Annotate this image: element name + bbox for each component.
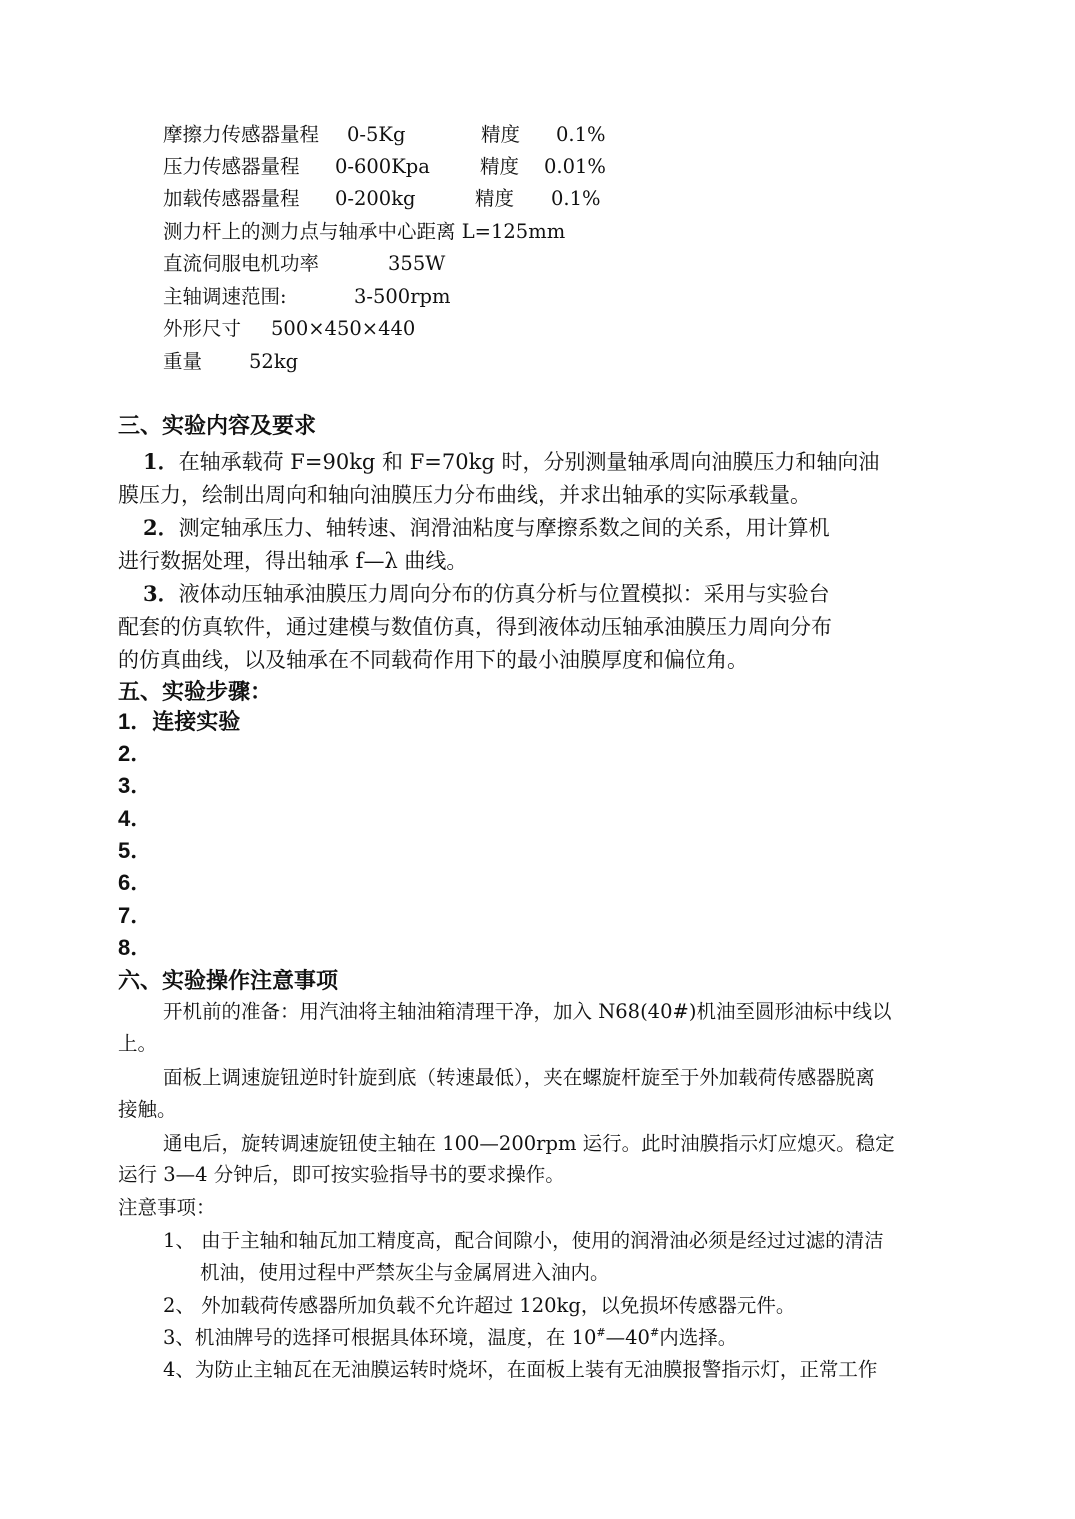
spec-value: 355W xyxy=(388,252,446,275)
spec-range: 0-600Kpa xyxy=(335,155,430,178)
spec-label: 压力传感器量程 xyxy=(163,155,300,178)
step-1: 1．连接实验 xyxy=(118,709,241,734)
spec-label: 摩擦力传感器量程 xyxy=(163,123,320,146)
item-text: 在轴承载荷 F=90kg 和 F=70kg 时，分别测量轴承周向油膜压力和轴向油 xyxy=(178,450,880,474)
spec-label: 外形尺寸 xyxy=(163,317,242,340)
para2-line2: 接触。 xyxy=(118,1098,177,1121)
note1-line2: 机油，使用过程中严禁灰尘与金属屑进入油内。 xyxy=(200,1261,610,1284)
note2: 2、 外加载荷传感器所加负载不允许超过 120kg，以免损坏传感器元件。 xyxy=(163,1294,796,1317)
spec-distance: 测力杆上的测力点与轴承中心距离 L=125mm xyxy=(163,220,566,243)
step-8: 8． xyxy=(118,935,153,960)
section6-heading: 六、实验操作注意事项 xyxy=(118,968,339,994)
notes-title: 注意事项： xyxy=(118,1196,216,1219)
spec-accuracy: 0.01% xyxy=(544,155,606,178)
note3-sup1: # xyxy=(596,1326,606,1339)
item-number: 3． xyxy=(143,581,179,606)
spec-accuracy-label: 精度 xyxy=(481,123,521,146)
note3-text-a: 3、机油牌号的选择可根据具体环境，温度，在 10 xyxy=(163,1326,597,1349)
item-text: 测定轴承压力、轴转速、润滑油粘度与摩擦系数之间的关系，用计算机 xyxy=(178,516,830,540)
spec-value: 500×450×440 xyxy=(271,317,416,340)
spec-label: 直流伺服电机功率 xyxy=(163,252,320,275)
note3-text-c: 内选择。 xyxy=(659,1326,738,1349)
spec-range: 0-200kg xyxy=(335,187,416,210)
step-3: 3． xyxy=(118,773,153,798)
spec-accuracy: 0.1% xyxy=(556,123,606,146)
para2-line1: 面板上调速旋钮逆时针旋到底（转速最低），夹在螺旋杆旋至于外加载荷传感器脱离 xyxy=(163,1066,875,1089)
section3-item3-line2: 配套的仿真软件，通过建模与数值仿真，得到液体动压轴承油膜压力周向分布 xyxy=(118,615,832,639)
note3-sup2: # xyxy=(649,1326,660,1339)
spec-range: 0-5Kg xyxy=(347,123,406,146)
section3-item1-line1 xyxy=(143,446,879,478)
step-4: 4． xyxy=(118,806,153,831)
section5-heading: 五、实验步骤： xyxy=(118,679,273,705)
spec-accuracy-label: 精度 xyxy=(475,187,515,210)
note3 xyxy=(163,1324,737,1352)
section3-item1-line2: 膜压力，绘制出周向和轴向油膜压力分布曲线，并求出轴承的实际承载量。 xyxy=(118,483,811,507)
section3-item3-line1 xyxy=(143,578,830,610)
para3-line2: 运行 3—4 分钟后，即可按实验指导书的要求操作。 xyxy=(118,1163,565,1186)
para1-line2: 上。 xyxy=(118,1032,158,1055)
para1-line1: 开机前的准备：用汽油将主轴油箱清理干净，加入 N68(40#)机油至圆形油标中线以 xyxy=(163,1000,892,1023)
item-number: 2． xyxy=(143,515,179,540)
spec-value: 3-500rpm xyxy=(354,285,451,308)
item-number: 1． xyxy=(143,449,179,474)
item-text: 液体动压轴承油膜压力周向分布的仿真分析与位置模拟：采用与实验台 xyxy=(178,582,830,606)
step-5: 5． xyxy=(118,838,153,863)
section3-heading: 三、实验内容及要求 xyxy=(118,413,317,439)
step-2: 2． xyxy=(118,741,153,766)
step-6: 6． xyxy=(118,870,153,895)
para3-line1: 通电后，旋转调速旋钮使主轴在 100—200rpm 运行。此时油膜指示灯应熄灭。稳定 xyxy=(163,1132,895,1155)
note3-text-b: —40 xyxy=(605,1326,650,1349)
spec-value: 52kg xyxy=(249,350,299,373)
note1-line1: 1、 由于主轴和轴瓦加工精度高，配合间隙小，使用的润滑油必须是经过过滤的清洁 xyxy=(163,1229,884,1252)
spec-label: 重量 xyxy=(163,350,203,373)
spec-accuracy: 0.1% xyxy=(551,187,601,210)
spec-label: 加载传感器量程 xyxy=(163,187,300,210)
section3-item3-line3: 的仿真曲线，以及轴承在不同载荷作用下的最小油膜厚度和偏位角。 xyxy=(118,648,748,672)
step-7: 7． xyxy=(118,903,153,928)
section3-item2-line2: 进行数据处理，得出轴承 f—λ 曲线。 xyxy=(118,549,468,573)
note4: 4、为防止主轴瓦在无油膜运转时烧坏，在面板上装有无油膜报警指示灯，正常工作 xyxy=(163,1358,878,1381)
spec-label: 主轴调速范围: xyxy=(163,285,287,308)
section3-item2-line1 xyxy=(143,512,830,544)
spec-accuracy-label: 精度 xyxy=(480,155,520,178)
